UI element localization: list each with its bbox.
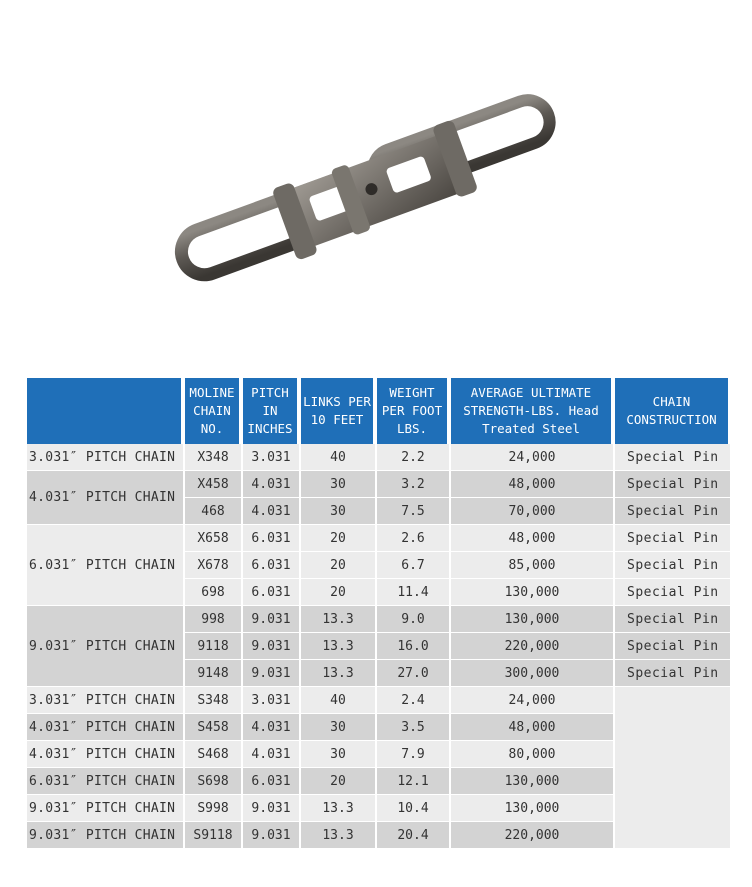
strength-cell: 130,000 xyxy=(451,579,613,606)
links-cell: 13.3 xyxy=(301,822,375,849)
moline-cell: S698 xyxy=(185,768,241,795)
moline-cell: 9148 xyxy=(185,660,241,687)
pitch-cell: 4.031 xyxy=(243,471,299,498)
pitch-cell: 9.031 xyxy=(243,633,299,660)
header-series xyxy=(27,378,183,444)
weight-cell: 16.0 xyxy=(377,633,449,660)
table-row xyxy=(27,606,730,633)
weight-cell: 6.7 xyxy=(377,552,449,579)
pitch-cell: 9.031 xyxy=(243,795,299,822)
pitch-cell: 4.031 xyxy=(243,741,299,768)
strength-cell: 48,000 xyxy=(451,714,613,741)
strength-cell: 85,000 xyxy=(451,552,613,579)
moline-cell: S998 xyxy=(185,795,241,822)
links-cell: 20 xyxy=(301,768,375,795)
pitch-cell: 9.031 xyxy=(243,822,299,849)
chain-link-photo xyxy=(160,70,560,310)
strength-cell: 24,000 xyxy=(451,687,613,714)
series-label: 3.031″ PITCH CHAIN xyxy=(27,687,183,714)
pitch-cell: 6.031 xyxy=(243,525,299,552)
strength-cell: 48,000 xyxy=(451,471,613,498)
weight-cell: 10.4 xyxy=(377,795,449,822)
links-cell: 20 xyxy=(301,525,375,552)
strength-cell: 300,000 xyxy=(451,660,613,687)
weight-cell: 3.2 xyxy=(377,471,449,498)
moline-cell: 9118 xyxy=(185,633,241,660)
weight-cell: 9.0 xyxy=(377,606,449,633)
table-header-row xyxy=(27,378,730,444)
strength-cell: 48,000 xyxy=(451,525,613,552)
pitch-cell: 9.031 xyxy=(243,660,299,687)
table-row xyxy=(27,471,730,498)
table-row xyxy=(27,687,730,714)
series-label: 9.031″ PITCH CHAIN xyxy=(27,822,183,849)
weight-cell: 2.4 xyxy=(377,687,449,714)
weight-cell: 7.9 xyxy=(377,741,449,768)
strength-cell: 130,000 xyxy=(451,606,613,633)
links-cell: 20 xyxy=(301,552,375,579)
links-cell: 40 xyxy=(301,444,375,471)
header-average-ultimate-strength: AVERAGE ULTIMATE STRENGTH-LBS. Head Treated Steel xyxy=(451,378,613,444)
weight-cell: 2.6 xyxy=(377,525,449,552)
links-cell: 13.3 xyxy=(301,795,375,822)
links-cell: 30 xyxy=(301,741,375,768)
strength-cell: 220,000 xyxy=(451,633,613,660)
construction-cell: Special Pin xyxy=(615,606,730,633)
moline-cell: X458 xyxy=(185,471,241,498)
links-cell: 20 xyxy=(301,579,375,606)
series-label: 4.031″ PITCH CHAIN xyxy=(27,741,183,768)
pitch-cell: 9.031 xyxy=(243,606,299,633)
links-cell: 13.3 xyxy=(301,660,375,687)
links-cell: 30 xyxy=(301,498,375,525)
links-cell: 13.3 xyxy=(301,606,375,633)
header-pitch: PITCH IN INCHES xyxy=(243,378,299,444)
pitch-cell: 3.031 xyxy=(243,444,299,471)
table-row xyxy=(27,525,730,552)
series-label: 6.031″ PITCH CHAIN xyxy=(27,525,183,606)
links-cell: 30 xyxy=(301,471,375,498)
strength-cell: 220,000 xyxy=(451,822,613,849)
moline-cell: 468 xyxy=(185,498,241,525)
series-label: 4.031″ PITCH CHAIN xyxy=(27,471,183,525)
header-moline-chain-no: MOLINE CHAIN NO. xyxy=(185,378,241,444)
moline-cell: S348 xyxy=(185,687,241,714)
moline-cell: 698 xyxy=(185,579,241,606)
moline-cell: S468 xyxy=(185,741,241,768)
weight-cell: 7.5 xyxy=(377,498,449,525)
weight-cell: 2.2 xyxy=(377,444,449,471)
chain-spec-table xyxy=(25,378,732,849)
links-cell: 13.3 xyxy=(301,633,375,660)
strength-cell: 130,000 xyxy=(451,768,613,795)
construction-cell: Special Pin xyxy=(615,498,730,525)
construction-cell: Special Pin xyxy=(615,525,730,552)
pitch-cell: 6.031 xyxy=(243,552,299,579)
construction-cell: Special Pin xyxy=(615,660,730,687)
pitch-cell: 4.031 xyxy=(243,498,299,525)
moline-cell: 998 xyxy=(185,606,241,633)
series-label: 9.031″ PITCH CHAIN xyxy=(27,795,183,822)
strength-cell: 24,000 xyxy=(451,444,613,471)
header-links-per-10-feet: LINKS PER 10 FEET xyxy=(301,378,375,444)
header-weight-per-foot: WEIGHT PER FOOT LBS. xyxy=(377,378,449,444)
moline-cell: S458 xyxy=(185,714,241,741)
construction-cell: Special Pin xyxy=(615,633,730,660)
construction-cell: Special Pin xyxy=(615,579,730,606)
construction-cell: Special Pin xyxy=(615,444,730,471)
series-label: 6.031″ PITCH CHAIN xyxy=(27,768,183,795)
links-cell: 40 xyxy=(301,687,375,714)
table-row xyxy=(27,444,730,471)
construction-cell: Special Pin xyxy=(615,552,730,579)
weight-cell: 20.4 xyxy=(377,822,449,849)
moline-cell: X658 xyxy=(185,525,241,552)
series-label: 9.031″ PITCH CHAIN xyxy=(27,606,183,687)
header-chain-construction: CHAIN CONSTRUCTION xyxy=(615,378,730,444)
strength-cell: 70,000 xyxy=(451,498,613,525)
strength-cell: 130,000 xyxy=(451,795,613,822)
links-cell: 30 xyxy=(301,714,375,741)
strength-cell: 80,000 xyxy=(451,741,613,768)
weight-cell: 12.1 xyxy=(377,768,449,795)
series-label: 4.031″ PITCH CHAIN xyxy=(27,714,183,741)
construction-cell: Special Pin xyxy=(615,471,730,498)
pitch-cell: 4.031 xyxy=(243,714,299,741)
pitch-cell: 6.031 xyxy=(243,768,299,795)
construction-blank-cell xyxy=(615,687,730,849)
weight-cell: 27.0 xyxy=(377,660,449,687)
moline-cell: X348 xyxy=(185,444,241,471)
pitch-cell: 6.031 xyxy=(243,579,299,606)
weight-cell: 11.4 xyxy=(377,579,449,606)
pitch-cell: 3.031 xyxy=(243,687,299,714)
moline-cell: X678 xyxy=(185,552,241,579)
weight-cell: 3.5 xyxy=(377,714,449,741)
moline-cell: S9118 xyxy=(185,822,241,849)
series-label: 3.031″ PITCH CHAIN xyxy=(27,444,183,471)
